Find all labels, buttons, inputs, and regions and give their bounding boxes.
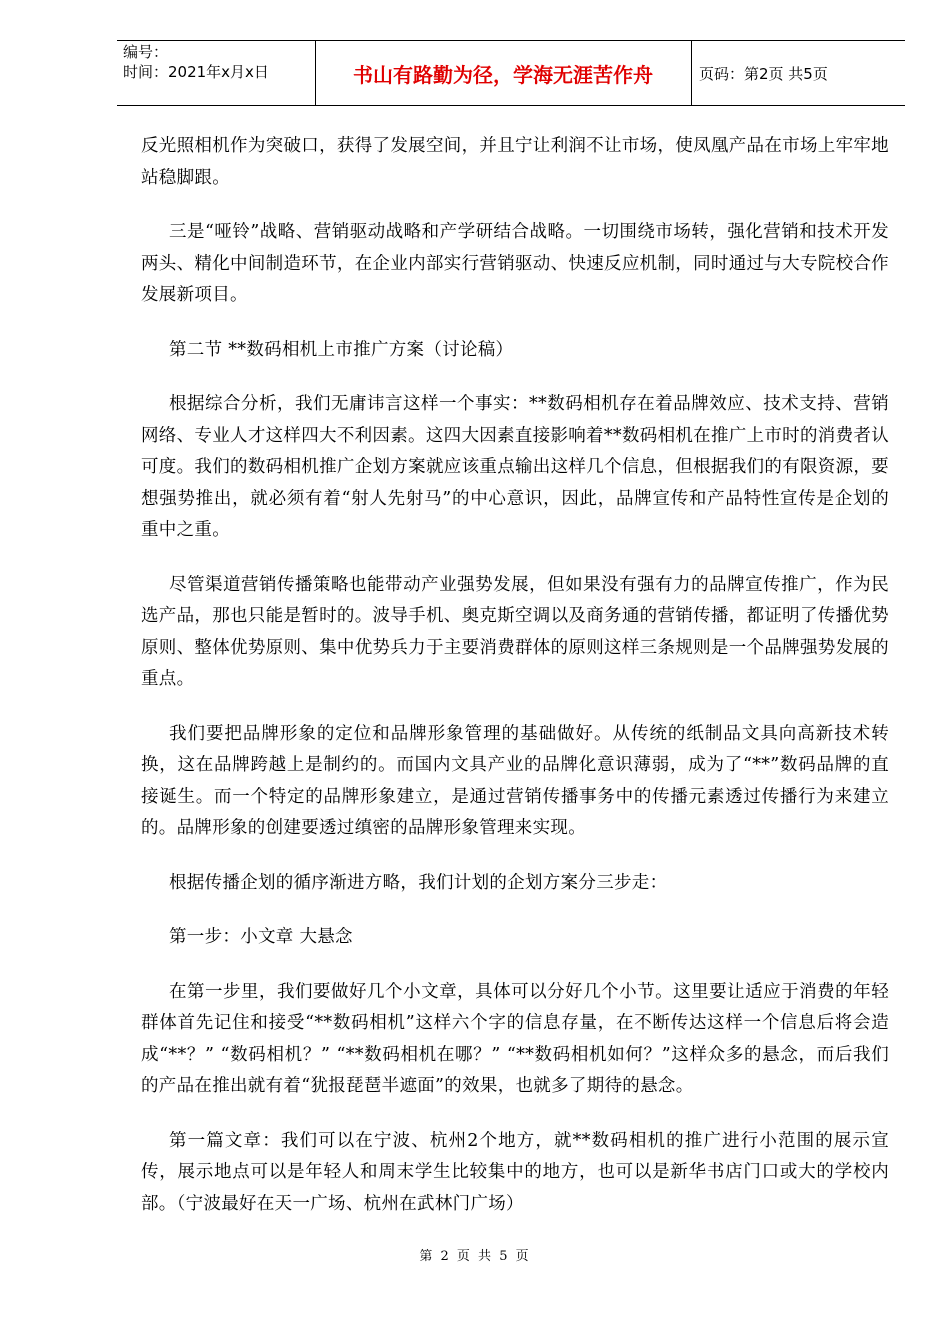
paragraph-8: 第一篇文章：我们可以在宁波、杭州2个地方，就**数码相机的推广进行小范围的展示宣传，展示地点可以是年轻人和周末学生比较集中的地方，也可以是新华书店门口或大的学校内部。（宁波最好在天一广场、杭州在武林门广场） <box>141 1130 889 1214</box>
header-meta <box>123 41 315 105</box>
page-header <box>117 40 905 106</box>
header-divider-right <box>691 41 692 105</box>
header-page-info: 页码：第2页 共5页 <box>699 64 828 83</box>
paragraph-7: 在第一步里，我们要做好几个小文章，具体可以分好几个小节。这里要让适应于消费的年轻群体首先记住和接受“**数码相机”这样六个字的信息存量，在不断传达这样一个信息后将会造成“**？” “数码相机？” “**数码相机在哪？” “**数码相机如何？”这样众多的悬念，而后我们的产品在推出就有着“犹报琵琶半遮面”的效果，也就多了期待的悬念。 <box>141 981 889 1096</box>
header-motto: 书山有路勤为径，学海无涯苦作舟 <box>353 62 653 87</box>
paragraph-4: 尽管渠道营销传播策略也能带动产业强势发展，但如果没有强有力的品牌宣传推广，作为民选产品，那也只能是暂时的。波导手机、奥克斯空调以及商务通的营销传播，都证明了传播优势原则、整体优势原则、集中优势兵力于主要消费群体的原则这样三条规则是一个品牌强势发展的重点。 <box>141 574 889 689</box>
paragraph-3: 根据综合分析，我们无庸讳言这样一个事实：**数码相机存在着品牌效应、技术支持、营销网络、专业人才这样四大不利因素。这四大因素直接影响着**数码相机在推广上市时的消费者认可度。我们的数码相机推广企划方案就应该重点输出这样几个信息，但根据我们的有限资源，要想强势推出，就必须有着“射人先射马”的中心意识，因此，品牌宣传和产品特性宣传是企划的重中之重。 <box>141 394 889 540</box>
paragraph-6: 根据传播企划的循序渐进方略，我们计划的企划方案分三步走： <box>169 872 668 893</box>
document-number-label: 编号： <box>123 43 169 61</box>
step-heading: 第一步：小文章 大悬念 <box>169 927 353 947</box>
section-heading: 第二节 **数码相机上市推广方案（讨论稿） <box>169 339 514 360</box>
page-footer: 第 2 页 共 5 页 <box>419 1249 531 1264</box>
paragraph-5: 我们要把品牌形象的定位和品牌形象管理的基础做好。从传统的纸制品文具向高新技术转换，这在品牌跨越上是制约的。而国内文具产业的品牌化意识薄弱，成为了“**”数码品牌的直接诞生。而一个特定的品牌形象建立，是通过营销传播事务中的传播元素透过传播行为来建立的。品牌形象的创建要透过缜密的品牌形象管理来实现。 <box>141 723 889 838</box>
paragraph-1: 反光照相机作为突破口，获得了发展空间，并且宁让利润不让市场，使凤凰产品在市场上牢牢地站稳脚跟。 <box>141 136 889 188</box>
paragraph-2: 三是“哑铃”战略、营销驱动战略和产学研结合战略。一切围绕市场转，强化营销和技术开发两头、精化中间制造环节，在企业内部实行营销驱动、快速反应机制，同时通过与大专院校合作发展新项目。 <box>141 222 889 305</box>
document-date: 时间：2021年x月x日 <box>123 63 269 81</box>
document-body <box>141 131 889 1243</box>
